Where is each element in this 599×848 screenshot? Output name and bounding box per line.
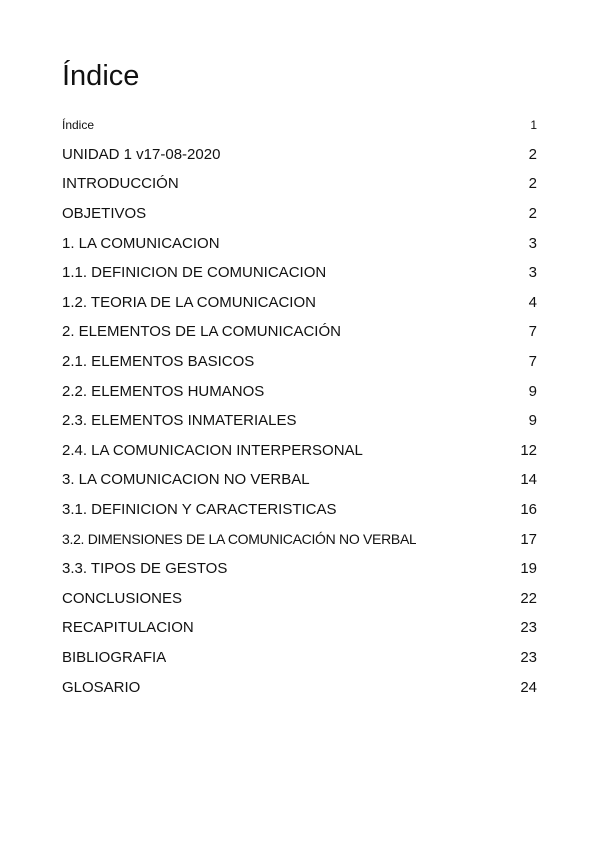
toc-entry-label: 2.1. ELEMENTOS BASICOS — [62, 353, 255, 371]
toc-entry[interactable] — [62, 228, 537, 258]
toc-entry-label: Índice — [62, 117, 95, 132]
toc-entry[interactable] — [62, 317, 537, 347]
toc-entry-label: RECAPITULACION — [62, 619, 194, 637]
toc-entry-page-number: 9 — [528, 412, 537, 430]
toc-entry-label: UNIDAD 1 v17-08-2020 — [62, 145, 221, 163]
toc-entry-label: 3.3. TIPOS DE GESTOS — [62, 560, 228, 578]
toc-entry[interactable] — [62, 436, 537, 466]
toc-entry-label: 1.2. TEORIA DE LA COMUNICACION — [62, 293, 316, 311]
toc-entry[interactable] — [62, 672, 537, 702]
toc-entry[interactable] — [62, 465, 537, 495]
toc-entry[interactable] — [62, 376, 537, 406]
toc-entry-label: 1. LA COMUNICACION — [62, 234, 220, 252]
toc-entry[interactable] — [62, 288, 537, 318]
toc-entry[interactable] — [62, 613, 537, 643]
toc-entry[interactable] — [62, 110, 537, 140]
toc-entry[interactable] — [62, 406, 537, 436]
toc-entry[interactable] — [62, 643, 537, 673]
toc-entry-label: 1.1. DEFINICION DE COMUNICACION — [62, 264, 327, 282]
toc-entry[interactable] — [62, 495, 537, 525]
toc-entry[interactable] — [62, 554, 537, 584]
toc-entry[interactable] — [62, 169, 537, 199]
toc-entry-label: 3.2. DIMENSIONES DE LA COMUNICACIÓN NO VERBAL — [62, 531, 417, 548]
toc-entry[interactable] — [62, 199, 537, 229]
table-of-contents — [62, 110, 537, 702]
toc-entry-page-number: 4 — [528, 293, 537, 311]
toc-entry-page-number: 3 — [528, 234, 537, 252]
toc-entry-page-number: 17 — [520, 530, 537, 548]
toc-entry-label: GLOSARIO — [62, 678, 141, 696]
toc-entry-label: 2.2. ELEMENTOS HUMANOS — [62, 382, 265, 400]
toc-entry[interactable] — [62, 347, 537, 377]
toc-entry-label: 3. LA COMUNICACION NO VERBAL — [62, 471, 310, 489]
toc-entry-page-number: 23 — [520, 648, 537, 666]
toc-entry-page-number: 24 — [520, 678, 537, 696]
toc-entry-page-number: 16 — [520, 501, 537, 519]
toc-entry-label: 3.1. DEFINICION Y CARACTERISTICAS — [62, 501, 337, 519]
toc-entry-label: 2. ELEMENTOS DE LA COMUNICACIÓN — [62, 323, 341, 341]
toc-entry-label: BIBLIOGRAFIA — [62, 648, 167, 666]
toc-entry-label: 2.4. LA COMUNICACION INTERPERSONAL — [62, 441, 363, 459]
toc-entry[interactable] — [62, 584, 537, 614]
toc-entry-label: OBJETIVOS — [62, 205, 147, 223]
toc-entry-page-number: 12 — [520, 441, 537, 459]
toc-entry-label: CONCLUSIONES — [62, 589, 183, 607]
toc-entry-page-number: 23 — [520, 619, 537, 637]
toc-entry-page-number: 3 — [528, 264, 537, 282]
toc-entry-page-number: 22 — [520, 589, 537, 607]
toc-entry-label: 2.3. ELEMENTOS INMATERIALES — [62, 412, 297, 430]
toc-entry[interactable] — [62, 524, 537, 554]
toc-entry-page-number: 19 — [520, 560, 537, 578]
page-title: Índice — [62, 60, 140, 92]
toc-entry-page-number: 1 — [530, 117, 537, 132]
toc-entry[interactable] — [62, 258, 537, 288]
toc-entry-page-number: 2 — [528, 205, 537, 223]
toc-entry-label: INTRODUCCIÓN — [62, 175, 179, 193]
toc-entry-page-number: 14 — [520, 471, 537, 489]
toc-entry-page-number: 2 — [528, 175, 537, 193]
toc-entry-page-number: 2 — [528, 145, 537, 163]
toc-entry-page-number: 7 — [528, 353, 537, 371]
toc-entry-page-number: 9 — [528, 382, 537, 400]
toc-entry[interactable] — [62, 140, 537, 170]
toc-entry-page-number: 7 — [528, 323, 537, 341]
